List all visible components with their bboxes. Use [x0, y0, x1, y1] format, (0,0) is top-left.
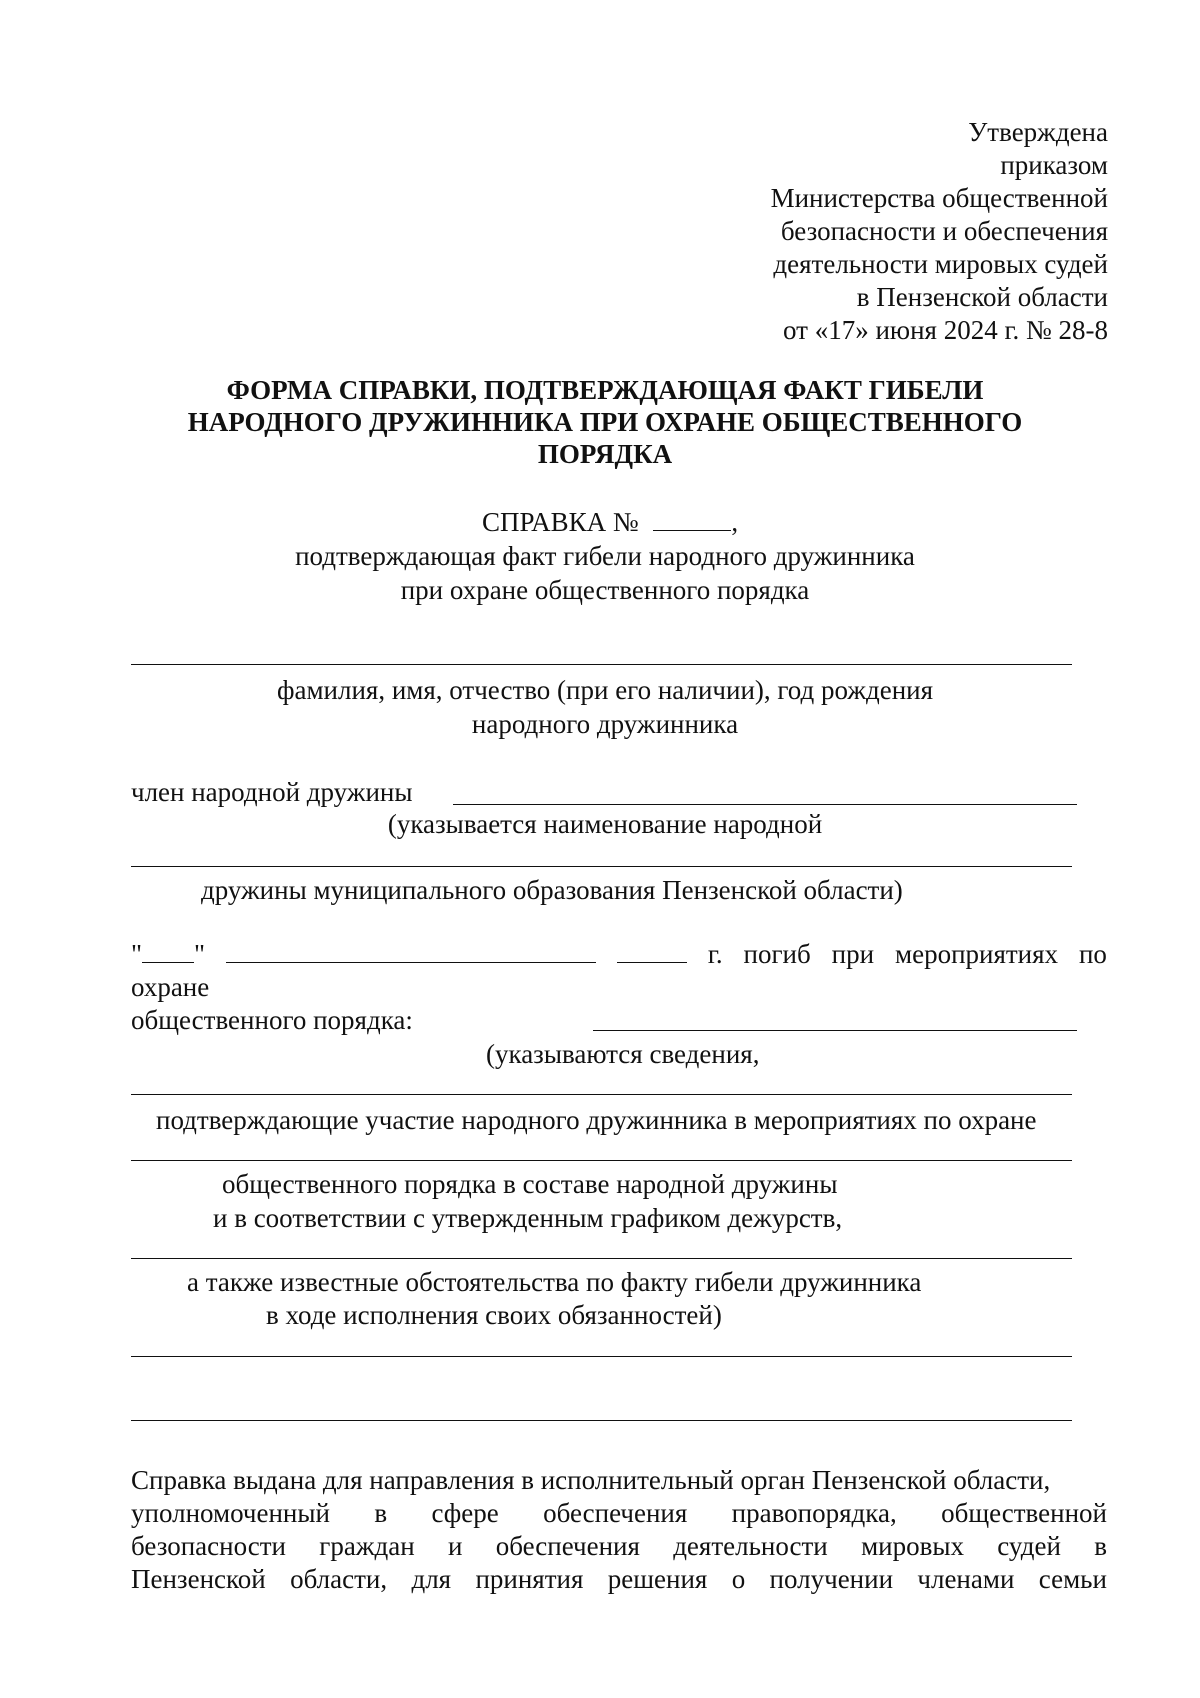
approval-line: Министерства общественной [770, 183, 1108, 213]
footer-word: мировых [861, 1531, 964, 1561]
approval-line: приказом [1000, 150, 1108, 180]
died-word: по [1078, 939, 1107, 969]
approval-stamp [771, 116, 1108, 347]
footer-word: и [447, 1531, 463, 1561]
footer-word: в [1094, 1531, 1107, 1561]
died-word: погиб [743, 939, 811, 969]
certificate-subtitle-1: подтверждающая факт гибели народного дружинника [295, 541, 915, 571]
approval-line: от «17» июня 2024 г. № 28-8 [783, 315, 1108, 345]
member-field-line-2[interactable] [131, 866, 1072, 867]
died-word: при [831, 939, 875, 969]
approval-line: безопасности и обеспечения [780, 216, 1108, 246]
footer-word: правопорядка, [731, 1498, 897, 1528]
death-date-group [131, 938, 205, 971]
footer-word: безопасности [131, 1531, 286, 1561]
footer-word: Пензенской [131, 1564, 266, 1594]
death-day-field[interactable] [142, 938, 194, 963]
footer-line-3 [131, 1530, 1107, 1563]
form-title [130, 374, 1080, 470]
approval-line: Утверждена [968, 117, 1108, 147]
info-field-line-4[interactable] [131, 1356, 1072, 1357]
footer-word: граждан [319, 1531, 415, 1561]
died-line-2: охране [131, 972, 210, 1002]
footer-word: обеспечения [543, 1498, 688, 1528]
year-suffix: г. [707, 939, 723, 969]
info-caption-6: в ходе исполнения своих обязанностей) [266, 1300, 722, 1330]
fio-field-line[interactable] [131, 664, 1072, 665]
died-word: мероприятиях [895, 939, 1059, 969]
footer-line-2 [131, 1497, 1107, 1530]
footer-word: о [731, 1564, 746, 1594]
footer-word: общественной [941, 1498, 1107, 1528]
info-field-line-3[interactable] [131, 1258, 1072, 1259]
death-date-line [131, 938, 1107, 971]
circumstances-field-line[interactable] [593, 1030, 1077, 1031]
form-title-line: ПОРЯДКА [537, 439, 673, 469]
footer-word: уполномоченный [131, 1498, 330, 1528]
info-caption-1: (указываются сведения, [486, 1039, 760, 1069]
member-caption-2: дружины муниципального образования Пензенской области) [201, 875, 903, 905]
footer-word: решения [607, 1564, 708, 1594]
info-caption-5: а также известные обстоятельства по факту гибели дружинника [187, 1267, 922, 1297]
info-caption-2: подтверждающие участие народного дружинника в мероприятиях по охране [156, 1105, 1037, 1135]
certificate-subtitle-2: при охране общественного порядка [400, 575, 810, 605]
footer-line-1: Справка выдана для направления в исполнительный орган Пензенской области, [131, 1465, 1051, 1495]
death-month-field[interactable] [226, 938, 596, 963]
member-label: член народной дружины [131, 777, 413, 807]
info-caption-4: и в соответствии с утвержденным графиком дежурств, [213, 1203, 843, 1233]
footer-word: в [374, 1498, 388, 1528]
certificate-number-suffix: , [731, 507, 739, 537]
death-year-field[interactable] [617, 938, 687, 963]
info-field-line-5[interactable] [131, 1420, 1072, 1421]
died-line-3: общественного порядка: [131, 1005, 413, 1035]
footer-word: получении [769, 1564, 894, 1594]
approval-line: деятельности мировых судей [773, 249, 1108, 279]
certificate-number-label: СПРАВКА № [482, 507, 639, 537]
footer-word: семьи [1038, 1564, 1107, 1594]
info-field-line-1[interactable] [131, 1094, 1072, 1095]
footer-word: членами [917, 1564, 1015, 1594]
fio-caption-1: фамилия, имя, отчество (при его наличии), год рождения [276, 675, 934, 705]
footer-line-4 [131, 1563, 1107, 1596]
form-title-line: НАРОДНОГО ДРУЖИННИКА ПРИ ОХРАНЕ ОБЩЕСТВЕННОГО [187, 407, 1023, 437]
quote-open: " [131, 939, 143, 969]
member-caption-1: (указывается наименование народной [387, 809, 823, 839]
approval-line: в Пензенской области [856, 282, 1108, 312]
footer-word: области, [290, 1564, 388, 1594]
certificate-number [482, 506, 738, 539]
fio-caption-2: народного дружинника [471, 709, 739, 739]
member-field-line[interactable] [453, 804, 1077, 805]
info-caption-3: общественного порядка в составе народной дружины [222, 1169, 838, 1199]
form-title-line: ФОРМА СПРАВКИ, ПОДТВЕРЖДАЮЩАЯ ФАКТ ГИБЕЛИ [226, 375, 984, 405]
footer-word: обеспечения [495, 1531, 640, 1561]
footer-word: судей [997, 1531, 1061, 1561]
footer-word: сфере [431, 1498, 499, 1528]
footer-word: принятия [475, 1564, 584, 1594]
info-field-line-2[interactable] [131, 1160, 1072, 1161]
footer-word: для [411, 1564, 452, 1594]
footer-word: деятельности [673, 1531, 828, 1561]
quote-close: " [194, 939, 206, 969]
certificate-number-field[interactable] [653, 506, 731, 531]
